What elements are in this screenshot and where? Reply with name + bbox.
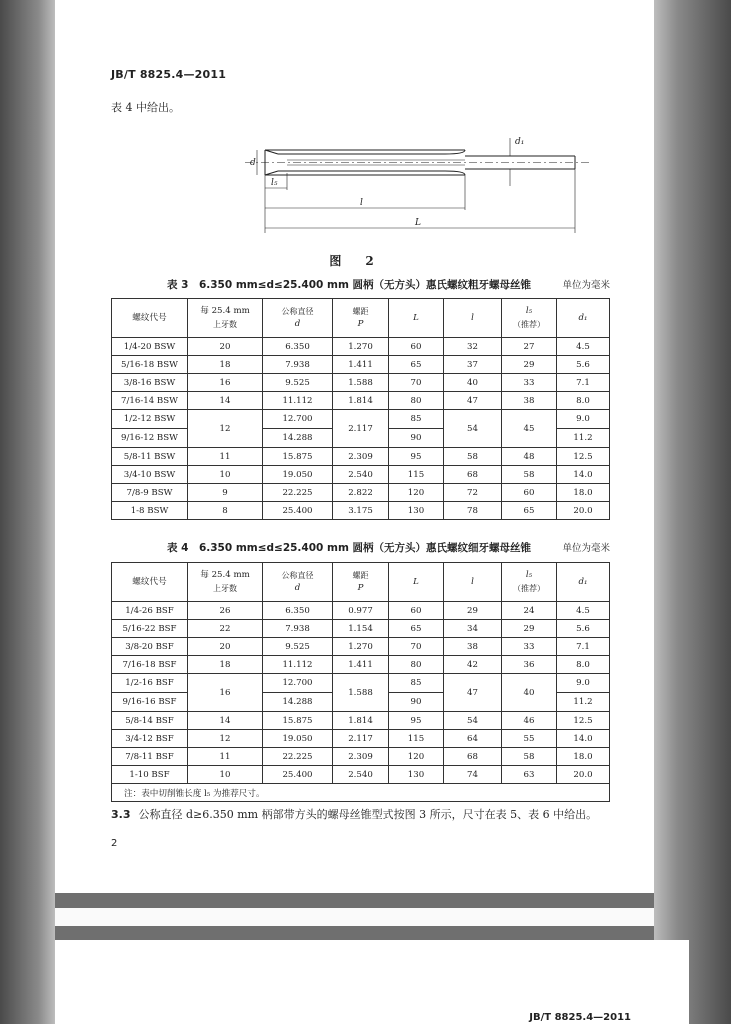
table-cell: 2.540 [333,466,389,484]
table4-row [112,674,610,693]
table4-row [112,766,610,784]
table-cell: 29 [502,356,557,374]
table-cell: 1.411 [333,356,389,374]
table-cell: 27 [502,338,557,356]
table-cell: 90 [389,693,444,712]
table-cell: 20 [188,638,263,656]
table-cell: 10 [188,766,263,784]
table-cell: 120 [389,748,444,766]
table-cell: 7.938 [263,356,333,374]
table-cell: 65 [389,620,444,638]
table-cell: 7/8-11 BSF [112,748,188,766]
col-tpi-header: 每 25.4 mm 上牙数 [188,299,263,338]
table4-caption: 表 4 6.350 mm≤d≤25.400 mm 圆柄（无方头）惠氏螺纹细牙螺母丝锥 [167,542,532,554]
table-cell: 2.117 [333,730,389,748]
table-cell: 54 [444,712,502,730]
table-cell: 5.6 [557,620,610,638]
table-cell: 25.400 [263,502,333,520]
table-cell: 33 [502,374,557,392]
table-cell: 12.5 [557,448,610,466]
table-cell: 47 [444,392,502,410]
table-cell: 60 [502,484,557,502]
table4-note: 注：表中切削锥长度 l₅ 为推荐尺寸。 [112,784,610,802]
table-cell: 115 [389,466,444,484]
table-cell: 64 [444,730,502,748]
table3-row [112,410,610,429]
table-cell: 48 [502,448,557,466]
table4-row [112,620,610,638]
table-cell: 46 [502,712,557,730]
table-cell: 14.288 [263,429,333,448]
table3-unit: 单位为毫米 [562,280,610,291]
col-d1-header: d₁ [557,299,610,338]
table-cell: 70 [389,374,444,392]
table-cell: 85 [389,410,444,429]
table-cell: 16 [188,674,263,712]
viewer-background-right [654,0,731,1024]
table-cell: 42 [444,656,502,674]
dim-d-label: d [250,158,256,168]
table-cell: 58 [444,448,502,466]
table-cell: 7.938 [263,620,333,638]
table-cell: 65 [389,356,444,374]
table4-row [112,638,610,656]
table-cell: 47 [444,674,502,712]
dim-L-label: L [415,218,421,228]
table-cell: 4.5 [557,602,610,620]
table-cell: 1.411 [333,656,389,674]
table-cell: 1/2-16 BSF [112,674,188,693]
table-cell: 1/4-26 BSF [112,602,188,620]
page-number: 2 [111,838,118,849]
table-cell: 9.0 [557,674,610,693]
table3-row [112,448,610,466]
col-dia-header: 公称直径 d [263,299,333,338]
table-cell: 18.0 [557,484,610,502]
table-cell: 7/16-18 BSF [112,656,188,674]
table-cell: 58 [502,748,557,766]
table3-caption: 表 3 6.350 mm≤d≤25.400 mm 圆柄（无方头）惠氏螺纹粗牙螺母丝锥 [167,279,532,291]
table3 [111,298,610,520]
col-code-header: 螺纹代号 [112,563,188,602]
table-cell: 1.154 [333,620,389,638]
table-cell: 34 [444,620,502,638]
col-code-header: 螺纹代号 [112,299,188,338]
table-cell: 11.2 [557,429,610,448]
dim-d1-label: d₁ [515,137,525,147]
table3-header-row [112,299,610,338]
table-cell: 7.1 [557,638,610,656]
page-gap-strip [55,908,654,926]
table-cell: 5/16-22 BSF [112,620,188,638]
table-cell: 1-10 BSF [112,766,188,784]
table-cell: 20.0 [557,766,610,784]
table-cell: 1.588 [333,674,389,712]
col-tpi-header: 每 25.4 mm 上牙数 [188,563,263,602]
clause-text: 公称直径 d≥6.350 mm 柄部带方头的螺母丝锥型式按图 3 所示，尺寸在表 5、表 6 中给出。 [138,808,598,821]
table-cell: 12.700 [263,410,333,429]
table-cell: 1/2-12 BSW [112,410,188,429]
table-cell: 11.112 [263,656,333,674]
table3-row [112,484,610,502]
table3-body [112,338,610,520]
table-cell: 5/8-11 BSW [112,448,188,466]
tap-drawing [195,128,595,238]
table4-body [112,602,610,784]
col-l5-header: l₅ （推荐） [502,299,557,338]
table-cell: 1/4-20 BSW [112,338,188,356]
table-cell: 1.814 [333,392,389,410]
viewer-background-left [0,0,55,1024]
table-cell: 3/4-10 BSW [112,466,188,484]
col-pitch-header: 螺距 P [333,563,389,602]
col-l-header: l [444,299,502,338]
table-cell: 11.112 [263,392,333,410]
table3-row [112,466,610,484]
table-cell: 68 [444,748,502,766]
col-l-header: l [444,563,502,602]
table-cell: 74 [444,766,502,784]
table-cell: 29 [502,620,557,638]
table-cell: 1.588 [333,374,389,392]
col-pitch-header: 螺距 P [333,299,389,338]
table-cell: 5.6 [557,356,610,374]
table-cell: 14.0 [557,730,610,748]
table-cell: 6.350 [263,602,333,620]
table-cell: 36 [502,656,557,674]
table-cell: 10 [188,466,263,484]
table-cell: 7/8-9 BSW [112,484,188,502]
table-cell: 20 [188,338,263,356]
table-cell: 12 [188,410,263,448]
table-cell: 9.525 [263,638,333,656]
figure-title: 图 2 [329,254,380,268]
table-cell: 14.288 [263,693,333,712]
table-cell: 9/16-16 BSF [112,693,188,712]
table-cell: 37 [444,356,502,374]
table4-row [112,602,610,620]
table-cell: 19.050 [263,466,333,484]
table-cell: 95 [389,448,444,466]
standard-code: JB/T 8825.4—2011 [111,68,227,81]
table-cell: 16 [188,374,263,392]
table3-row [112,374,610,392]
table-cell: 33 [502,638,557,656]
table-cell: 40 [444,374,502,392]
table-cell: 40 [502,674,557,712]
table3-row [112,338,610,356]
table-cell: 14 [188,392,263,410]
clause-3-3 [111,806,597,822]
table-cell: 1.270 [333,338,389,356]
table-cell: 60 [389,338,444,356]
table4 [111,562,610,802]
table-cell: 3/8-16 BSW [112,374,188,392]
intro-text: 表 4 中给出。 [111,101,180,114]
table-cell: 9/16-12 BSW [112,429,188,448]
table4-unit: 单位为毫米 [562,543,610,554]
table-cell: 3/8-20 BSF [112,638,188,656]
table-cell: 2.540 [333,766,389,784]
table-cell: 60 [389,602,444,620]
table-cell: 5/16-18 BSW [112,356,188,374]
table-cell: 9 [188,484,263,502]
table-cell: 12.5 [557,712,610,730]
table-cell: 72 [444,484,502,502]
table-cell: 14.0 [557,466,610,484]
table3-row [112,356,610,374]
table-cell: 3.175 [333,502,389,520]
table-cell: 7.1 [557,374,610,392]
table-cell: 8.0 [557,656,610,674]
table-cell: 9.525 [263,374,333,392]
table-cell: 7/16-14 BSW [112,392,188,410]
table-cell: 15.875 [263,712,333,730]
table-cell: 2.117 [333,410,389,448]
table-cell: 14 [188,712,263,730]
table-cell: 115 [389,730,444,748]
dim-l-label: l [360,198,363,208]
table-cell: 85 [389,674,444,693]
table-cell: 120 [389,484,444,502]
table-cell: 12 [188,730,263,748]
table-cell: 95 [389,712,444,730]
next-page [55,940,689,1024]
table-cell: 6.350 [263,338,333,356]
table-cell: 32 [444,338,502,356]
table4-row [112,748,610,766]
table-cell: 0.977 [333,602,389,620]
table-cell: 11 [188,748,263,766]
table4-row [112,712,610,730]
table-cell: 90 [389,429,444,448]
table-cell: 22.225 [263,748,333,766]
table-cell: 58 [502,466,557,484]
table-cell: 11 [188,448,263,466]
table-cell: 18.0 [557,748,610,766]
table-cell: 1-8 BSW [112,502,188,520]
table4-row [112,730,610,748]
table-cell: 38 [502,392,557,410]
table-cell: 22 [188,620,263,638]
col-dia-header: 公称直径 d [263,563,333,602]
table-cell: 1.270 [333,638,389,656]
table-cell: 22.225 [263,484,333,502]
table-cell: 11.2 [557,693,610,712]
table-cell: 24 [502,602,557,620]
table-cell: 80 [389,656,444,674]
table-cell: 20.0 [557,502,610,520]
table-cell: 2.309 [333,748,389,766]
table-cell: 65 [502,502,557,520]
table-cell: 29 [444,602,502,620]
table-cell: 2.822 [333,484,389,502]
table-cell: 18 [188,356,263,374]
table-cell: 38 [444,638,502,656]
table-cell: 63 [502,766,557,784]
table-cell: 4.5 [557,338,610,356]
table-cell: 45 [502,410,557,448]
col-L-header: L [389,563,444,602]
dim-l5-label: l₅ [271,178,278,188]
table-cell: 2.309 [333,448,389,466]
table-cell: 130 [389,502,444,520]
table-cell: 8 [188,502,263,520]
table-cell: 130 [389,766,444,784]
clause-number: 3.3 [111,808,131,821]
table-cell: 19.050 [263,730,333,748]
table3-row [112,502,610,520]
table-cell: 8.0 [557,392,610,410]
table-cell: 15.875 [263,448,333,466]
table4-note-row [112,784,610,802]
table-cell: 9.0 [557,410,610,429]
table4-row [112,656,610,674]
table-cell: 12.700 [263,674,333,693]
table3-row [112,392,610,410]
col-L-header: L [389,299,444,338]
table-cell: 54 [444,410,502,448]
next-page-code: JB/T 8825.4—2011 [529,1012,631,1023]
document-page [55,0,654,893]
table-cell: 25.400 [263,766,333,784]
table-cell: 68 [444,466,502,484]
table-cell: 18 [188,656,263,674]
table-cell: 70 [389,638,444,656]
table-cell: 80 [389,392,444,410]
table-cell: 26 [188,602,263,620]
table-cell: 78 [444,502,502,520]
table-cell: 5/8-14 BSF [112,712,188,730]
table-cell: 1.814 [333,712,389,730]
col-l5-header: l₅ （推荐） [502,563,557,602]
table4-header-row [112,563,610,602]
table-cell: 3/4-12 BSF [112,730,188,748]
table-cell: 55 [502,730,557,748]
col-d1-header: d₁ [557,563,610,602]
